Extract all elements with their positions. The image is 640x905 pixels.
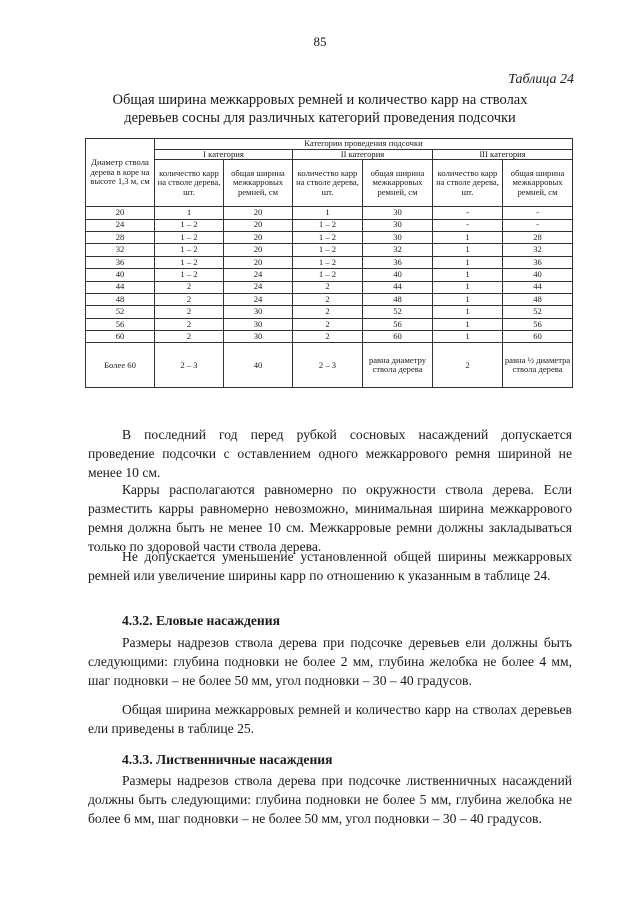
table-title-line-2: деревьев сосны для различных категорий проведения подсочки (124, 110, 516, 126)
header-category-2: II категория (293, 149, 433, 160)
table-cell: 30 (224, 306, 293, 318)
table-cell: 2 (293, 318, 363, 330)
table-header (86, 139, 573, 207)
table-cell: 2 (293, 293, 363, 305)
table-cell: равна диаметру ствола дерева (363, 343, 433, 388)
table-row (86, 293, 573, 305)
table-cell: 1 – 2 (293, 269, 363, 281)
table-cell: 56 (363, 318, 433, 330)
header-categories: Категории проведения подсочки (155, 139, 573, 150)
table-cell: 1 (433, 269, 503, 281)
table-cell: 60 (86, 331, 155, 343)
header-category-1: I категория (155, 149, 293, 160)
table-cell: 2 (155, 281, 224, 293)
paragraph-2: Карры располагаются равномерно по окружности ствола дерева. Если разместить карры равномерно невозможно, минимальная ширина межкаррового ремня должна быть не менее 10 см. Межкарровые ремни должны закладываться только по здоровой части ствола дерева. (88, 482, 572, 554)
table-cell: 1 (433, 306, 503, 318)
table-cell: 36 (503, 256, 573, 268)
table-cell: 36 (363, 256, 433, 268)
table-cell: 60 (503, 331, 573, 343)
table-cell: 30 (363, 207, 433, 219)
table-cell: 2 (433, 343, 503, 388)
table-24 (85, 138, 573, 388)
table-row (86, 306, 573, 318)
table-cell: 1 (433, 331, 503, 343)
table-cell: 1 (433, 293, 503, 305)
table-cell: 1 – 2 (293, 219, 363, 231)
paragraph-3: Не допускается уменьшение установленной общей ширины межкарровых ремней или увеличение ширины карр по отношению к указанным в таблице 24. (88, 549, 572, 583)
table-cell: 48 (86, 293, 155, 305)
table-cell: 1 – 2 (293, 256, 363, 268)
table-cell: 2 – 3 (155, 343, 224, 388)
table-cell: 40 (503, 269, 573, 281)
table-cell: 1 (433, 256, 503, 268)
table-cell: 2 (293, 281, 363, 293)
table-cell: 20 (224, 256, 293, 268)
table-cell: 48 (363, 293, 433, 305)
table-cell: 28 (503, 231, 573, 243)
table-cell: 20 (224, 219, 293, 231)
table-cell: 1 (155, 207, 224, 219)
table-row (86, 219, 573, 231)
paragraph-5: Общая ширина межкарровых ремней и количество карр на стволах деревьев ели приведены в таблице 25. (88, 702, 572, 736)
table-label: Таблица 24 (508, 72, 574, 87)
table-cell: 2 – 3 (293, 343, 363, 388)
table-cell: 1 – 2 (155, 269, 224, 281)
table-cell: 1 – 2 (293, 231, 363, 243)
table-cell: 60 (363, 331, 433, 343)
table-cell: 24 (224, 293, 293, 305)
table-cell: 28 (86, 231, 155, 243)
table-cell: 24 (224, 281, 293, 293)
header-count-2: количество карр на стволе дерева, шт. (293, 160, 363, 207)
table-cell: Более 60 (86, 343, 155, 388)
table-row (86, 281, 573, 293)
table-cell: - (503, 207, 573, 219)
table-cell: 40 (224, 343, 293, 388)
paragraph-4: Размеры надрезов ствола дерева при подсочке деревьев ели должны быть следующими: глубина подновки не более 2 мм, глубина желобка не более 4 мм, шаг подновки – не более 50 мм, угол подновки – 30 – 40 градусов. (88, 635, 573, 688)
table-cell: 2 (155, 293, 224, 305)
table-cell: 1 – 2 (155, 244, 224, 256)
table-row (86, 256, 573, 268)
table-cell: - (433, 219, 503, 231)
table-cell: 1 (293, 207, 363, 219)
table-cell: 56 (86, 318, 155, 330)
table-cell: равна ½ диаметра ствола дерева (503, 343, 573, 388)
table-row (86, 244, 573, 256)
table-row (86, 207, 573, 219)
table-cell: 40 (363, 269, 433, 281)
table-cell: - (503, 219, 573, 231)
table-cell: 32 (503, 244, 573, 256)
table-cell: 20 (224, 244, 293, 256)
table-cell: - (433, 207, 503, 219)
table-cell: 32 (86, 244, 155, 256)
table-cell: 1 (433, 318, 503, 330)
table-cell: 52 (86, 306, 155, 318)
table-cell: 1 (433, 244, 503, 256)
table-cell: 2 (293, 331, 363, 343)
header-width-1: общая ширина межкарровых ремней, см (224, 160, 293, 207)
table-cell: 1 – 2 (293, 244, 363, 256)
table-cell: 1 – 2 (155, 256, 224, 268)
table-cell: 1 (433, 281, 503, 293)
table-body (86, 207, 573, 388)
section-heading-4-3-3: 4.3.3. Лиственничные насаждения (122, 752, 333, 767)
table-cell: 44 (86, 281, 155, 293)
table-cell: 20 (224, 231, 293, 243)
table-cell: 32 (363, 244, 433, 256)
table-cell: 52 (363, 306, 433, 318)
table-cell: 44 (503, 281, 573, 293)
table-title-line-1: Общая ширина межкарровых ремней и количество карр на стволах (112, 92, 528, 108)
table-cell: 1 – 2 (155, 231, 224, 243)
table-row (86, 269, 573, 281)
page-number: 85 (313, 34, 327, 49)
table-row (86, 318, 573, 330)
table-cell: 20 (224, 207, 293, 219)
header-count-1: количество карр на стволе дерева, шт. (155, 160, 224, 207)
table-cell: 24 (224, 269, 293, 281)
table-cell: 44 (363, 281, 433, 293)
header-width-3: общая ширина межкарровых ремней, см (503, 160, 573, 207)
header-diameter: Диаметр ствола дерева в коре на высоте 1,3 м, см (86, 139, 155, 207)
table-cell: 24 (86, 219, 155, 231)
table-cell: 2 (155, 306, 224, 318)
header-width-2: общая ширина межкарровых ремней, см (363, 160, 433, 207)
table-cell: 56 (503, 318, 573, 330)
table-row (86, 343, 573, 388)
table-cell: 48 (503, 293, 573, 305)
header-count-3: количество карр на стволе дерева, шт. (433, 160, 503, 207)
table-cell: 1 – 2 (155, 219, 224, 231)
table-cell: 30 (224, 318, 293, 330)
table-title (92, 91, 548, 127)
table-cell: 2 (155, 318, 224, 330)
table-row (86, 331, 573, 343)
paragraph-6: Размеры надрезов ствола дерева при подсочке лиственничных насаждений должны быть следующими: глубина подновки не более 5 мм, глубина желобка не более 6 мм, шаг подновки – не более 50 мм, угол подновки – 30 – 40 градусов. (88, 773, 572, 826)
header-category-3: III категория (433, 149, 573, 160)
table-cell: 30 (363, 219, 433, 231)
section-heading-4-3-2: 4.3.2. Еловые насаждения (122, 613, 280, 628)
table-cell: 20 (86, 207, 155, 219)
table-cell: 2 (293, 306, 363, 318)
paragraph-1: В последний год перед рубкой сосновых насаждений допускается проведение подсочки с оставлением одного межкаррового ремня шириной не менее 10 см. (88, 427, 572, 480)
table-cell: 2 (155, 331, 224, 343)
table-row (86, 231, 573, 243)
table-cell: 52 (503, 306, 573, 318)
table-cell: 40 (86, 269, 155, 281)
table-cell: 30 (363, 231, 433, 243)
table-cell: 30 (224, 331, 293, 343)
table-cell: 36 (86, 256, 155, 268)
table-cell: 1 (433, 231, 503, 243)
